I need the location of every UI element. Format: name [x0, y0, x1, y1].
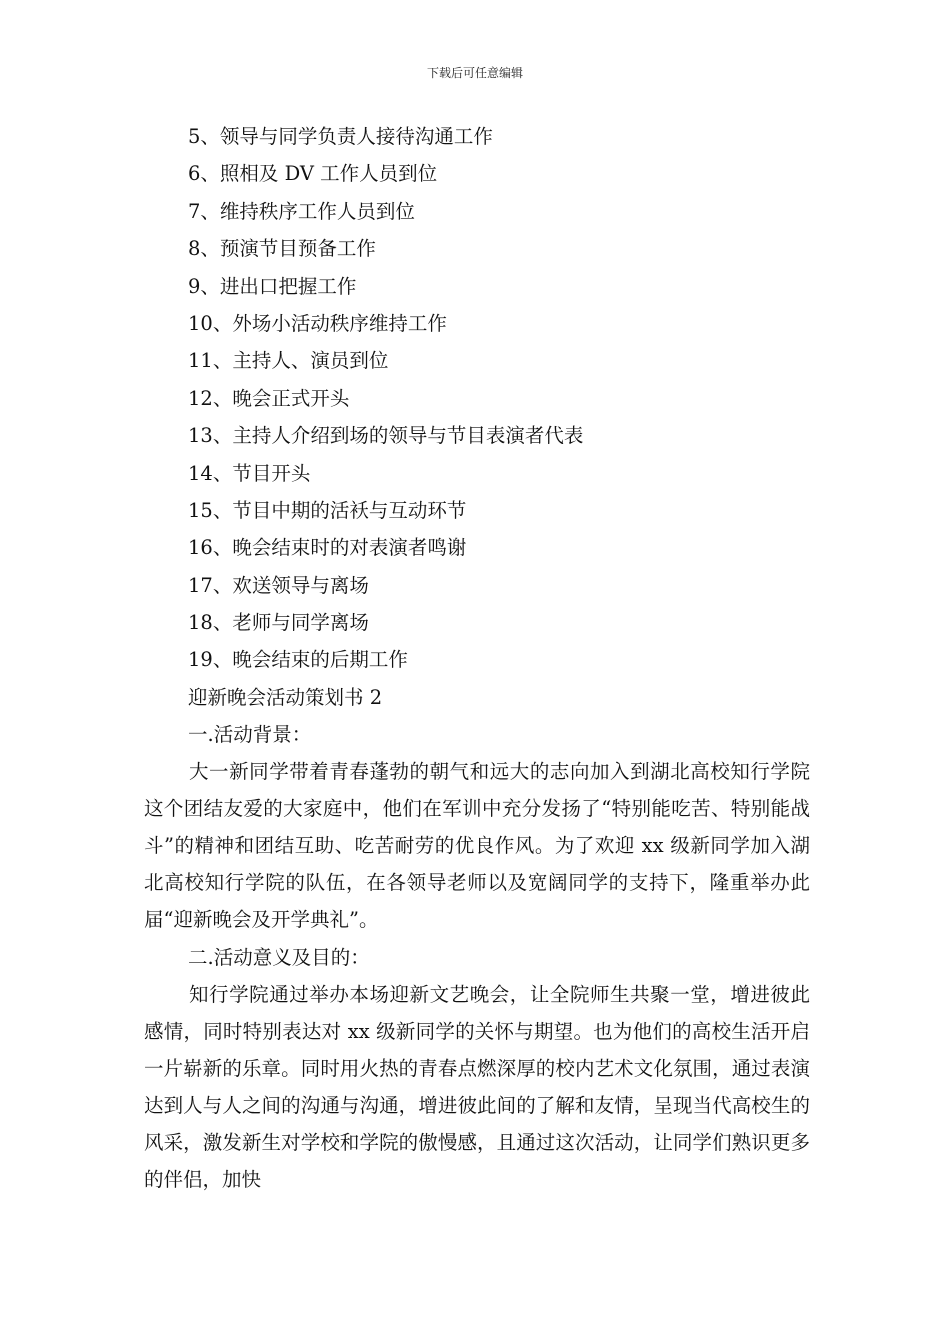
list-item: 7、维持秩序工作人员到位 [188, 199, 415, 223]
list-item: 8、预演节目预备工作 [188, 237, 376, 261]
list-item: 16、晚会结束时的对表演者鸣谢 [188, 536, 467, 560]
paragraph-purpose: 知行学院通过举办本场迎新文艺晚会，让全院师生共聚一堂，增进彼此感情，同时特别表达对 xx 级新同学的关怀与期望。也为他们的高校生活开启一片崭新的乐章。同时用火热的青春点燃深厚的校内艺术文化氛围，通过表演达到人与人之间的沟通与沟通，增进彼此间的了解和友情，呈现当代高校生的风采，激发新生对学校和学院的傲慢感，且通过这次活动，让同学们熟识更多的伴侣，加快 [144, 983, 810, 1191]
list-item: 5、领导与同学负责人接待沟通工作 [188, 125, 493, 148]
heading-background: 一.活动背景： [188, 723, 312, 746]
list-item: 17、欢送领导与离场 [188, 573, 369, 597]
list-item: 15、节目中期的活袄与互动环节 [188, 498, 467, 522]
list-item: 10、外场小活动秩序维持工作 [188, 311, 447, 335]
list-item: 11、主持人、演员到位 [188, 349, 389, 373]
schedule-list [188, 118, 583, 679]
section-title: 迎新晚会活动策划书 2 [188, 686, 383, 709]
list-item: 19、晚会结束的后期工作 [188, 648, 408, 672]
list-item: 14、节目开头 [188, 461, 311, 485]
list-item: 6、照相及 DV 工作人员到位 [188, 162, 438, 186]
list-item: 13、主持人介绍到场的领导与节目表演者代表 [188, 424, 584, 448]
list-item: 18、老师与同学离场 [188, 611, 369, 635]
list-item: 12、晚会正式开头 [188, 386, 350, 410]
page-header: 下载后可任意编辑 [426, 66, 523, 80]
paragraph-background: 大一新同学带着青春蓬勃的朝气和远大的志向加入到湖北高校知行学院这个团结友爱的大家庭中，他们在军训中充分发扬了“特别能吃苦、特别能战斗”的精神和团结互助、吃苦耐劳的优良作风。为了欢迎 xx 级新同学加入湖北高校知行学院的队伍，在各领导老师以及宽阔同学的支持下，隆重举办此届“迎新晚会及开学典礼”。 [144, 760, 810, 931]
heading-purpose: 二.活动意义及目的： [188, 946, 370, 969]
list-item: 9、进出口把握工作 [188, 274, 357, 298]
